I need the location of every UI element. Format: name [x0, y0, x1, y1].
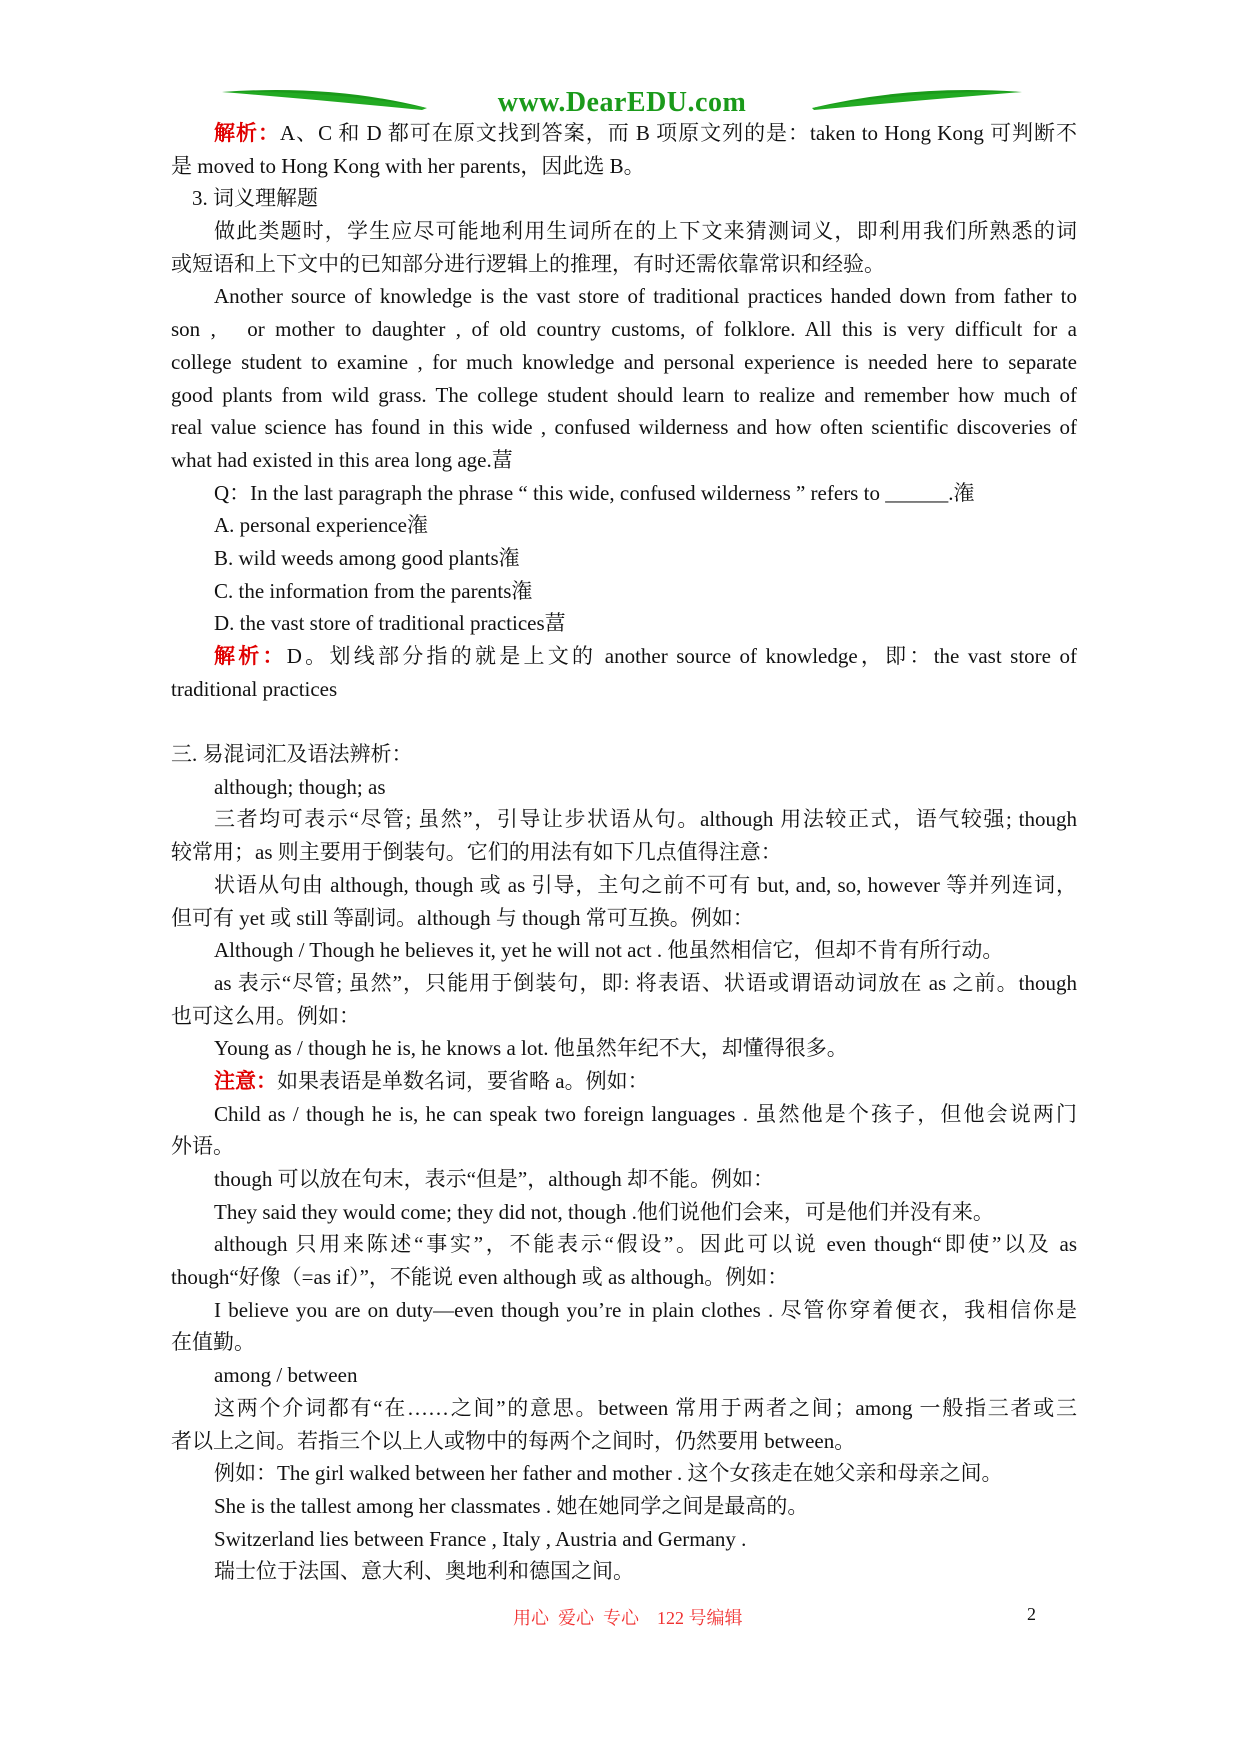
text-line — [171, 869, 1077, 902]
text-line — [171, 1457, 1077, 1490]
line-text: 例如：The girl walked between her father and mother . 这个女孩走在她父亲和母亲之间。 — [214, 1461, 1003, 1486]
text-line — [171, 182, 1077, 215]
highlight-label: 解析： — [214, 644, 287, 668]
text-line — [171, 1392, 1077, 1425]
line-text: college student to examine , for much knowledge and personal experience is needed here to separate — [171, 349, 1077, 374]
line-text: 做此类题时，学生应尽可能地利用生词所在的上下文来猜测词义，即利用我们所熟悉的词 — [214, 219, 1077, 244]
line-text: A. personal experience潅 — [214, 513, 428, 538]
text-line — [171, 738, 1077, 771]
text-line — [171, 575, 1077, 608]
text-line — [171, 444, 1077, 477]
text-line — [171, 673, 1077, 706]
text-line — [171, 313, 1077, 346]
text-line — [171, 803, 1077, 836]
page-number: 2 — [1027, 1604, 1036, 1624]
text-line — [171, 117, 1077, 150]
line-text: 三者均可表示“尽管; 虽然”，引导让步状语从句。although 用法较正式，语气较强; though — [214, 807, 1077, 832]
line-text: 外语。 — [171, 1134, 234, 1159]
line-text: 在值勤。 — [171, 1330, 255, 1355]
text-line — [171, 215, 1077, 248]
line-text: 者以上之间。若指三个以上人或物中的每两个之间时，仍然要用 between。 — [171, 1428, 856, 1453]
logo-text: www.DearEDU.com — [497, 87, 747, 118]
text-line — [171, 1000, 1077, 1033]
text-line — [171, 509, 1077, 542]
line-text: B. wild weeds among good plants潅 — [214, 545, 520, 570]
line-text: D。划线部分指的就是上文的 another source of knowledge，即：the vast store of — [286, 644, 1077, 668]
document-body — [171, 117, 1077, 1588]
line-text: I believe you are on duty—even though you’re in plain clothes . 尽管你穿着便衣，我相信你是 — [214, 1297, 1077, 1322]
footer-editor-note: 用心 爱心 专心 122 号编辑 — [513, 1608, 743, 1628]
text-line — [171, 1032, 1077, 1065]
text-line — [171, 1294, 1077, 1327]
line-text: 较常用；as 则主要用于倒装句。它们的用法有如下几点值得注意： — [171, 840, 782, 865]
text-line — [171, 1359, 1077, 1392]
highlight-label: 注意： — [214, 1068, 277, 1093]
line-text: 是 moved to Hong Kong with her parents，因此选 B。 — [171, 153, 645, 178]
line-text: good plants from wild grass. The college student should learn to realize and remember how much of — [171, 382, 1077, 407]
text-line — [171, 902, 1077, 935]
line-text: what had existed in this area long age.葍 — [171, 447, 513, 472]
line-text: among / between — [214, 1363, 358, 1388]
text-line — [171, 1196, 1077, 1229]
page-footer — [0, 1604, 1241, 1634]
line-text: as 表示“尽管; 虽然”，只能用于倒装句，即: 将表语、状语或谓语动词放在 as 之前。though — [214, 970, 1077, 995]
line-text: although 只用来陈述“事实”，不能表示“假设”。因此可以说 even though“即使”以及 as — [214, 1232, 1077, 1257]
text-line — [171, 346, 1077, 379]
text-line — [171, 1228, 1077, 1261]
highlight-label: 解析： — [214, 121, 280, 145]
line-text: son , or mother to daughter , of old country customs, of folklore. All this is very difficult for a — [171, 317, 1077, 342]
line-text: 瑞士位于法国、意大利、奥地利和德国之间。 — [214, 1559, 634, 1584]
blank-line — [171, 705, 1077, 738]
line-text: although; though; as — [214, 774, 386, 799]
line-text: though“好像（=as if）”，不能说 even although 或 as although。例如： — [171, 1265, 789, 1290]
text-line — [171, 1523, 1077, 1556]
line-text: C. the information from the parents潅 — [214, 578, 533, 603]
line-text: 也可这么用。例如： — [171, 1003, 360, 1028]
text-line — [171, 836, 1077, 869]
text-line — [171, 477, 1077, 510]
text-line — [171, 248, 1077, 281]
text-line — [171, 1130, 1077, 1163]
line-text: They said they would come; they did not, though .他们说他们会来，可是他们并没有来。 — [214, 1199, 994, 1224]
text-line — [171, 934, 1077, 967]
text-line — [171, 1098, 1077, 1131]
line-text: 这两个介词都有“在……之间”的意思。between 常用于两者之间；among 一般指三者或三 — [214, 1395, 1077, 1420]
text-line — [171, 1555, 1077, 1588]
line-text: Another source of knowledge is the vast store of traditional practices handed down from father to — [214, 284, 1077, 309]
text-line — [171, 1425, 1077, 1458]
line-text: She is the tallest among her classmates . 她在她同学之间是最高的。 — [214, 1493, 809, 1518]
text-line — [171, 379, 1077, 412]
text-line — [171, 771, 1077, 804]
line-text: 但可有 yet 或 still 等副词。although 与 though 常可互换。例如： — [171, 905, 754, 930]
text-line — [171, 280, 1077, 313]
line-text: Switzerland lies between France , Italy , Austria and Germany . — [214, 1526, 747, 1551]
text-line — [171, 1163, 1077, 1196]
line-text: Young as / though he is, he knows a lot. 他虽然年纪不大，却懂得很多。 — [214, 1036, 848, 1061]
line-text: 或短语和上下文中的已知部分进行逻辑上的推理，有时还需依靠常识和经验。 — [171, 251, 885, 276]
text-line — [171, 1326, 1077, 1359]
line-text: though 可以放在句末，表示“但是”，although 却不能。例如： — [214, 1167, 774, 1191]
text-line — [171, 607, 1077, 640]
line-text: traditional practices — [171, 676, 338, 701]
line-text: Child as / though he is, he can speak two foreign languages . 虽然他是个孩子，但他会说两门 — [214, 1101, 1077, 1126]
line-text: 三. 易混词汇及语法辨析： — [171, 742, 413, 767]
text-line — [171, 1490, 1077, 1523]
line-text: D. the vast store of traditional practices葍 — [214, 611, 566, 636]
text-line — [171, 1065, 1077, 1098]
line-text: real value science has found in this wide , confused wilderness and how often scientific discoveries of — [171, 415, 1077, 440]
line-text: A、C 和 D 都可在原文找到答案，而 B 项原文列的是：taken to Hong Kong 可判断不 — [279, 121, 1078, 145]
line-text: 状语从句由 although, though 或 as 引导，主句之前不可有 but, and, so, however 等并列连词， — [214, 872, 1077, 897]
line-text: 3. 词义理解题 — [192, 186, 318, 211]
line-text: Although / Though he believes it, yet he will not act . 他虽然相信它，但却不肯有所行动。 — [214, 938, 1004, 963]
text-line — [171, 967, 1077, 1000]
text-line — [171, 542, 1077, 575]
line-text: Q：In the last paragraph the phrase “ this wide, confused wilderness ” refers to ______.潅 — [214, 480, 975, 505]
text-line — [171, 1261, 1077, 1294]
text-line — [171, 411, 1077, 444]
text-line — [171, 150, 1077, 183]
line-text: 如果表语是单数名词，要省略 a。例如： — [277, 1068, 649, 1093]
text-line — [171, 640, 1077, 673]
